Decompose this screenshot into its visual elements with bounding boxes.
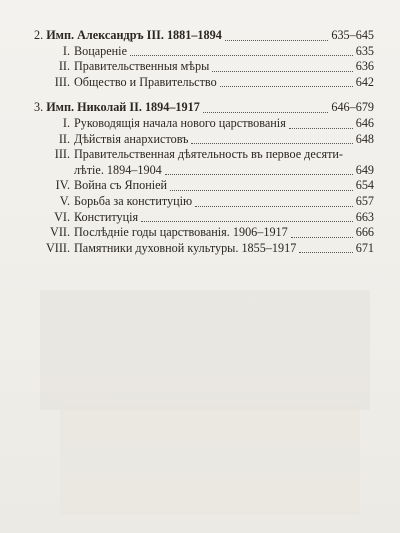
section-title: Имп. Николай II. 1894–1917 bbox=[46, 100, 200, 115]
dot-leader bbox=[291, 237, 353, 238]
dot-leader bbox=[130, 55, 353, 56]
item-title: Война съ Японіей bbox=[74, 178, 168, 193]
item-page: 646 bbox=[355, 115, 374, 130]
item-title: Памятники духовной культуры. 1855–1917 bbox=[74, 240, 297, 255]
item-page: 635 bbox=[355, 43, 374, 58]
toc-item[interactable] bbox=[34, 210, 374, 226]
item-title: Воцареніе bbox=[74, 43, 127, 58]
item-number: II. bbox=[58, 131, 70, 146]
dot-leader bbox=[289, 128, 353, 129]
section-number: 3. bbox=[34, 100, 44, 115]
toc-item[interactable] bbox=[34, 116, 374, 132]
section-pages: 646–679 bbox=[331, 100, 374, 115]
item-page: 648 bbox=[355, 131, 374, 146]
toc-section-nicholas-ii bbox=[34, 100, 374, 256]
item-number: I. bbox=[62, 115, 70, 130]
item-page: 649 bbox=[355, 162, 374, 177]
dot-leader bbox=[203, 112, 329, 113]
item-number: V. bbox=[59, 193, 70, 208]
item-number: VI. bbox=[54, 209, 70, 224]
item-number: II. bbox=[58, 59, 70, 74]
dot-leader bbox=[141, 221, 353, 222]
item-page: 654 bbox=[355, 178, 374, 193]
item-title: Послѣдніе годы царствованія. 1906–1917 bbox=[74, 225, 288, 240]
toc-section-heading[interactable] bbox=[34, 100, 374, 116]
item-number: VIII. bbox=[45, 240, 70, 255]
dot-leader bbox=[170, 190, 353, 191]
toc-item[interactable] bbox=[34, 178, 374, 194]
toc-item[interactable] bbox=[34, 59, 374, 75]
section-number: 2. bbox=[34, 28, 44, 42]
toc-item[interactable] bbox=[34, 194, 374, 210]
item-title: Конституція bbox=[74, 209, 139, 224]
item-title: Борьба за конституцію bbox=[74, 193, 193, 208]
toc-item[interactable] bbox=[34, 75, 374, 91]
item-page: 671 bbox=[355, 240, 374, 255]
item-number: VII. bbox=[50, 225, 70, 240]
item-page: 663 bbox=[355, 209, 374, 224]
item-title-continuation: лѣтіе. 1894–1904 bbox=[74, 162, 162, 177]
item-title: Общество и Правительство bbox=[74, 74, 217, 89]
show-through-text-block bbox=[40, 290, 370, 410]
toc-section-heading[interactable] bbox=[34, 28, 374, 44]
item-page: 636 bbox=[355, 59, 374, 74]
item-number: III. bbox=[54, 74, 70, 89]
toc-item[interactable] bbox=[34, 241, 374, 257]
toc-section-alexander-iii bbox=[34, 28, 374, 90]
item-number: I. bbox=[62, 43, 70, 58]
toc-item[interactable] bbox=[34, 44, 374, 60]
toc-item[interactable] bbox=[34, 225, 374, 241]
dot-leader bbox=[220, 86, 353, 87]
dot-leader bbox=[165, 174, 353, 175]
item-title: Руководящія начала нового царствованія bbox=[74, 115, 286, 130]
item-page: 642 bbox=[355, 74, 374, 89]
toc-item[interactable] bbox=[34, 147, 374, 178]
dot-leader bbox=[191, 143, 352, 144]
item-title: Правительственная дѣятельность въ первое десяти- bbox=[74, 147, 343, 162]
item-page: 666 bbox=[355, 225, 374, 240]
item-title: Правительственныя мѣры bbox=[74, 59, 210, 74]
section-pages: 635–645 bbox=[331, 28, 374, 42]
item-number: III. bbox=[54, 147, 70, 162]
dot-leader bbox=[212, 71, 352, 72]
item-page: 657 bbox=[355, 193, 374, 208]
section-title: Имп. Александръ III. 1881–1894 bbox=[46, 28, 222, 42]
item-title: Дѣйствія анархистовъ bbox=[74, 131, 189, 146]
dot-leader bbox=[299, 252, 352, 253]
dot-leader bbox=[195, 206, 353, 207]
show-through-image-block bbox=[60, 405, 360, 515]
dot-leader bbox=[225, 40, 329, 41]
toc-item[interactable] bbox=[34, 132, 374, 148]
table-of-contents bbox=[34, 28, 374, 266]
item-number: IV. bbox=[55, 178, 70, 193]
